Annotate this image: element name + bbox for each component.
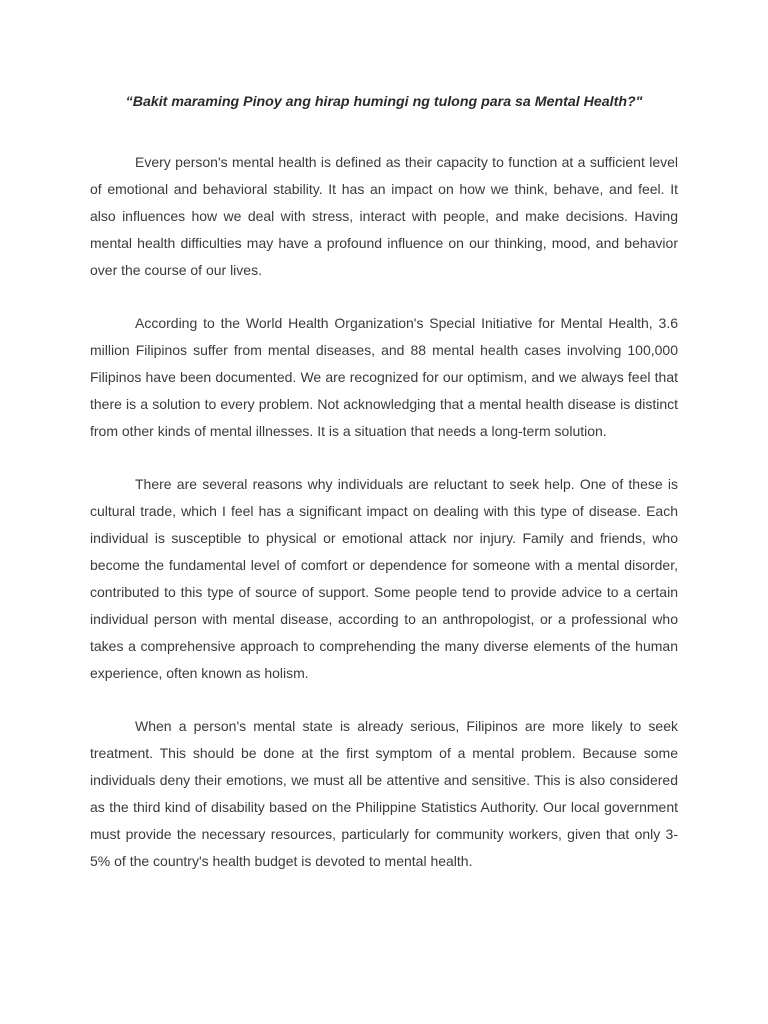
paragraph-2: According to the World Health Organization's Special Initiative for Mental Health, 3.6 million Filipinos suffer from mental diseases, and 88 mental health cases involving 100,000 Filipinos have been documented. We are recognized for our optimism, and we always feel that there is a solution to every problem. Not acknowledging that a mental health disease is distinct from other kinds of mental illnesses. It is a situation that needs a long-term solution.	[90, 315, 678, 439]
paragraph-4: When a person's mental state is already serious, Filipinos are more likely to seek treatment. This should be done at the first symptom of a mental problem. Because some individuals deny their emotions, we must all be attentive and sensitive. This is also considered as the third kind of disability based on the Philippine Statistics Authority. Our local government must provide the necessary resources, particularly for community workers, given that only 3-5% of the country's health budget is devoted to mental health.	[90, 718, 678, 869]
document-title: “Bakit maraming Pinoy ang hirap humingi ng tulong para sa Mental Health?"	[125, 94, 643, 110]
document-body	[90, 149, 678, 901]
paragraph-3: There are several reasons why individuals are reluctant to seek help. One of these is cultural trade, which I feel has a significant impact on dealing with this type of disease. Each individual is susceptible to physical or emotional attack nor injury. Family and friends, who become the fundamental level of comfort or dependence for someone with a mental disorder, contributed to this type of source of support. Some people tend to provide advice to a certain individual person with mental disease, according to an anthropologist, or a professional who takes a comprehensive approach to comprehending the many diverse elements of the human experience, often known as holism.	[90, 476, 678, 681]
paragraph-1: Every person's mental health is defined as their capacity to function at a sufficient level of emotional and behavioral stability. It has an impact on how we think, behave, and feel. It also influences how we deal with stress, interact with people, and make decisions. Having mental health difficulties may have a profound influence on our thinking, mood, and behavior over the course of our lives.	[90, 154, 678, 278]
